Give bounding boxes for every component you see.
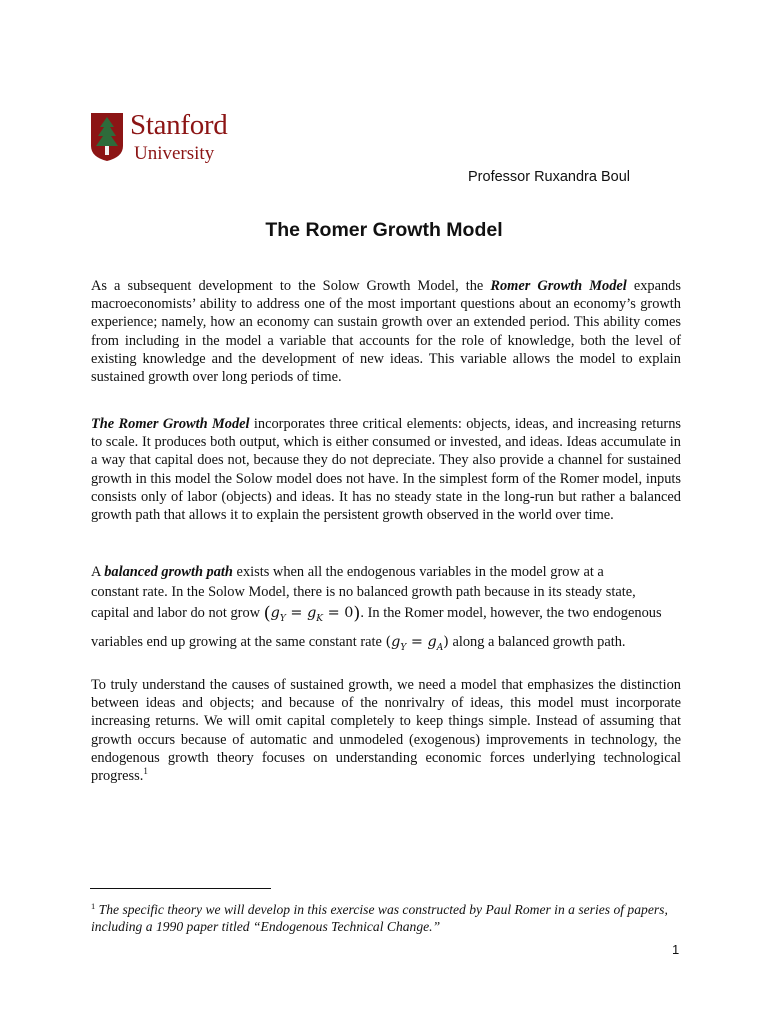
- professor-name: Professor Ruxandra Boul: [468, 169, 630, 185]
- paragraph-elements: [91, 415, 681, 524]
- p3-lead: A: [91, 564, 105, 580]
- footnote: [91, 898, 711, 935]
- p4-text: To truly understand the causes of sustained growth, we need a model that emphasizes the distinction between ideas and objects; and because of the nonrivalry of ideas, this model must incorporate increasing returns. We will omit capital completely to keep things simple. Instead of assuming that growth occurs because of automatic and unmodeled (exogenous) improvements in technology, the endogenous growth theory focuses on understanding economic forces underlying technological progress.: [91, 677, 681, 785]
- math1-sub-y: Y: [279, 614, 286, 625]
- p3-line3-b: . In the Romer model, however, the two endogenous: [360, 605, 662, 622]
- footnote-mark: 1: [91, 901, 96, 911]
- footnote-reference[interactable]: 1: [143, 766, 148, 777]
- paragraph-sustained-growth: [91, 676, 681, 785]
- equation-solow-growth: $(g_Y = g_K = 0)$: [263, 603, 361, 625]
- p3-line1-rest: exists when all the endogenous variables in the model grow at a: [232, 564, 604, 580]
- math2-eq: =: [406, 634, 428, 651]
- stanford-logo: [90, 103, 250, 173]
- footnote-text: The specific theory we will develop in this exercise was constructed by Paul Romer in a series of papers, including a 1990 paper titled “Endogenous Technical Change.”: [91, 902, 668, 934]
- p3-line-3: [91, 604, 681, 628]
- logo-wordmark: Stanford: [130, 109, 228, 141]
- paragraph-intro: [91, 277, 681, 386]
- p1-lead: As a subsequent development to the Solow Growth Model, the: [91, 278, 491, 294]
- math1-g: g: [270, 605, 280, 622]
- p3-line4-a: variables end up growing at the same constant rate: [91, 634, 386, 651]
- page-title: The Romer Growth Model: [265, 219, 503, 241]
- math2-sub-y: Y: [400, 643, 407, 654]
- math1-zero: 0: [344, 605, 354, 622]
- math2-g2: g: [427, 634, 437, 651]
- math2-sub-a: A: [436, 643, 444, 654]
- p2-emphasis: The Romer Growth Model: [91, 416, 250, 432]
- p3-line4-b: along a balanced growth path.: [448, 634, 626, 651]
- p3-line-2: constant rate. In the Solow Model, there is no balanced growth path because in its steady state,: [91, 584, 636, 601]
- math1-eq2: =: [323, 605, 345, 622]
- math1-sub-k: K: [316, 614, 324, 625]
- p3-line3-a: capital and labor do not grow: [91, 605, 264, 622]
- page-number: 1: [672, 942, 680, 957]
- p1-emphasis: Romer Growth Model: [490, 278, 627, 294]
- equation-romer-growth: $(g_Y = g_A)$: [385, 634, 449, 654]
- math1-g2: g: [307, 605, 317, 622]
- math1-eq: =: [285, 605, 308, 622]
- p3-line-1: [91, 563, 681, 581]
- footnote-divider: [90, 888, 271, 889]
- p1-rest: expands macroeconomists’ ability to address one of the most important questions about an economy’s growth experience; namely, how an economy can sustain growth over an extended period. This ability comes from including in the model a variable that accounts for the role of knowledge, both the level of existing knowledge and the development of new ideas. This variable allows the model to explain sustained growth over long periods of time.: [91, 278, 681, 386]
- logo-subtitle: University: [134, 143, 215, 164]
- paragraph-balanced-growth: [91, 563, 681, 658]
- math2-g: g: [391, 634, 401, 651]
- p3-emphasis: balanced growth path: [104, 564, 233, 580]
- p3-line-4: [91, 633, 681, 657]
- stanford-tree-seal-icon: [90, 112, 124, 162]
- p2-rest: incorporates three critical elements: objects, ideas, and increasing returns to scale. It produces both output, which is either consumed or invested, and ideas. Ideas accumulate in a way that capital does not, because they do not depreciate. They also provide a channel for sustained growth in this model the Solow model does not have. In the simplest form of the Romer model, inputs consists only of labor (objects) and ideas. It has no steady state in the long-run but rather a balanced growth path that allows it to explain the persistent growth observed in the world over time.: [91, 416, 681, 524]
